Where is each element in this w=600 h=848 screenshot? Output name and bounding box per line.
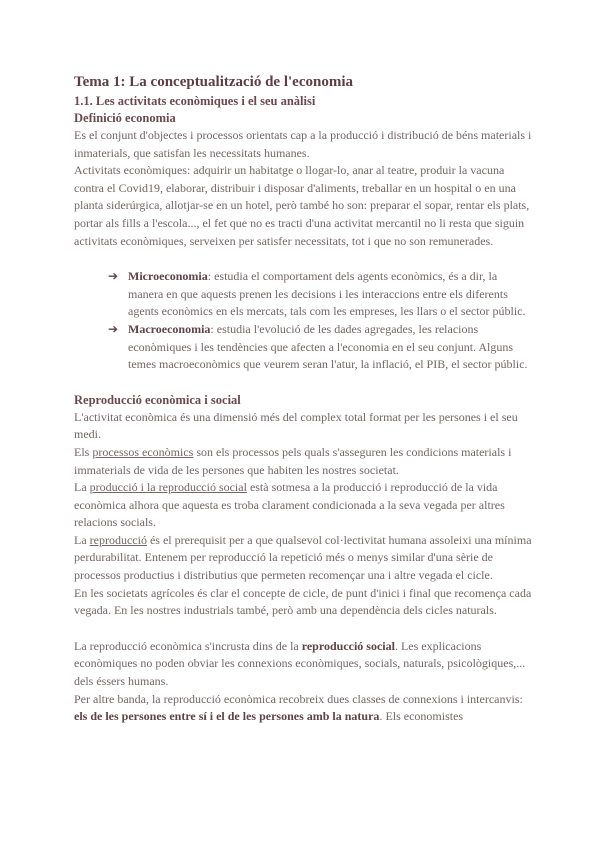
underlined-term: producció i la reproducció social <box>89 480 247 495</box>
list-item-macroeconomia <box>108 321 534 374</box>
bold-term: els de les persones entre sí i el de les persones amb la natura <box>74 709 380 724</box>
term-macroeconomia: Macroeconomia <box>128 321 211 336</box>
reproduction-paragraph-5: En les societats agrícoles és clar el concepte de cicle, de punt d'inici i final que recomença cada vegada. En les nostres industrials també, però amb una dependència dels cicles naturals. <box>74 585 532 618</box>
bold-term: reproducció social <box>301 638 395 653</box>
reproduction-paragraph-3: La producció i la reproducció social està sotmesa a la producció i reproducció de la vida econòmica alhora que aquesta es troba clarament condicionada a la seva vegada per altres relacions socials. <box>74 480 505 530</box>
reproduction-heading: Reproducció econòmica i social <box>74 392 241 407</box>
term-microeconomia: Microeconomia <box>128 269 208 284</box>
section-heading: 1.1. Les activitats econòmiques i el seu anàlisi <box>74 94 316 108</box>
connections-paragraph: Per altre banda, la reproducció econòmica recobreix dues classes de connexions i intercanvis: els de les persones entre sí i el de les persones amb la natura. Els economistes <box>74 691 523 724</box>
reproduction-paragraph-2: Els processos econòmics son els processos pels quals s'asseguren les condicions materials i immaterials de vida de les persones que habiten les nostres societat. <box>74 444 512 477</box>
arrow-bullet-icon: ➔ <box>108 269 119 284</box>
definition-heading: Definició economia <box>74 111 176 125</box>
reproduction-paragraph-4: La reproducció és el prerequisit per a que qualsevol col·lectivitat humana assoleixi una mínima perdurabilitat. Entenem per reproducció la repetició més o menys similar d'una sèrie de processos productius i distributius que permeten recomençar una i altre vegada el cicle. <box>74 532 532 583</box>
arrow-bullet-icon: ➔ <box>108 321 119 336</box>
activities-paragraph: Activitats econòmiques: adquirir un habitatge o llogar-lo, anar al teatre, produir la vacuna contra el Covid19, elaborar, distribuir i disposar d'aliments, treballar en un hospital o en una planta siderúrgica, allotjar-se en un hotel, però també ho son: preparar el sopar, rentar els plats, portar als fills a l'escola..., el fet que no es tracti d'una activitat mercantil no li resta que siguin activitats econòmiques, serveixen per satisfer necessitats, tot i que no son remunerades. <box>74 163 530 248</box>
economics-branches-list <box>74 268 534 374</box>
list-item-microeconomia <box>108 268 534 321</box>
reproduction-paragraph-1: L'activitat econòmica és una dimensió més del complex total format per les persones i el seu medi. <box>74 409 518 442</box>
microeconomia-description: : estudia el comportament dels agents econòmics, és a dir, la manera en que aquests prenen les decisions i les interaccions entre els diferents agents econòmics en els mercats, tals com les empreses, les llars o el sector públic. <box>128 269 526 319</box>
underlined-term: reproducció <box>89 532 147 547</box>
definition-paragraph: Es el conjunt d'objectes i processos orientats cap a la producció i distribució de béns materials i inmaterials, que satisfan les necessitats humanes. <box>74 128 532 160</box>
social-reproduction-paragraph: La reproducció econòmica s'incrusta dins de la reproducció social. Les explicacions econòmiques no poden obviar les connexions econòmiques, socials, naturals, psicològiques,... dels éssers humans. <box>74 638 526 689</box>
underlined-term: processos econòmics <box>92 444 194 459</box>
page-title: Tema 1: La conceptualització de l'economia <box>74 74 353 90</box>
macroeconomia-description: : estudia l'evolució de les dades agregades, les relacions econòmiques i les tendències que afecten a l'economia en el seu conjunt. Alguns temes macroeconòmics que veurem seran l'atur, la inflació, el PIB, el sector públic. <box>128 321 528 372</box>
